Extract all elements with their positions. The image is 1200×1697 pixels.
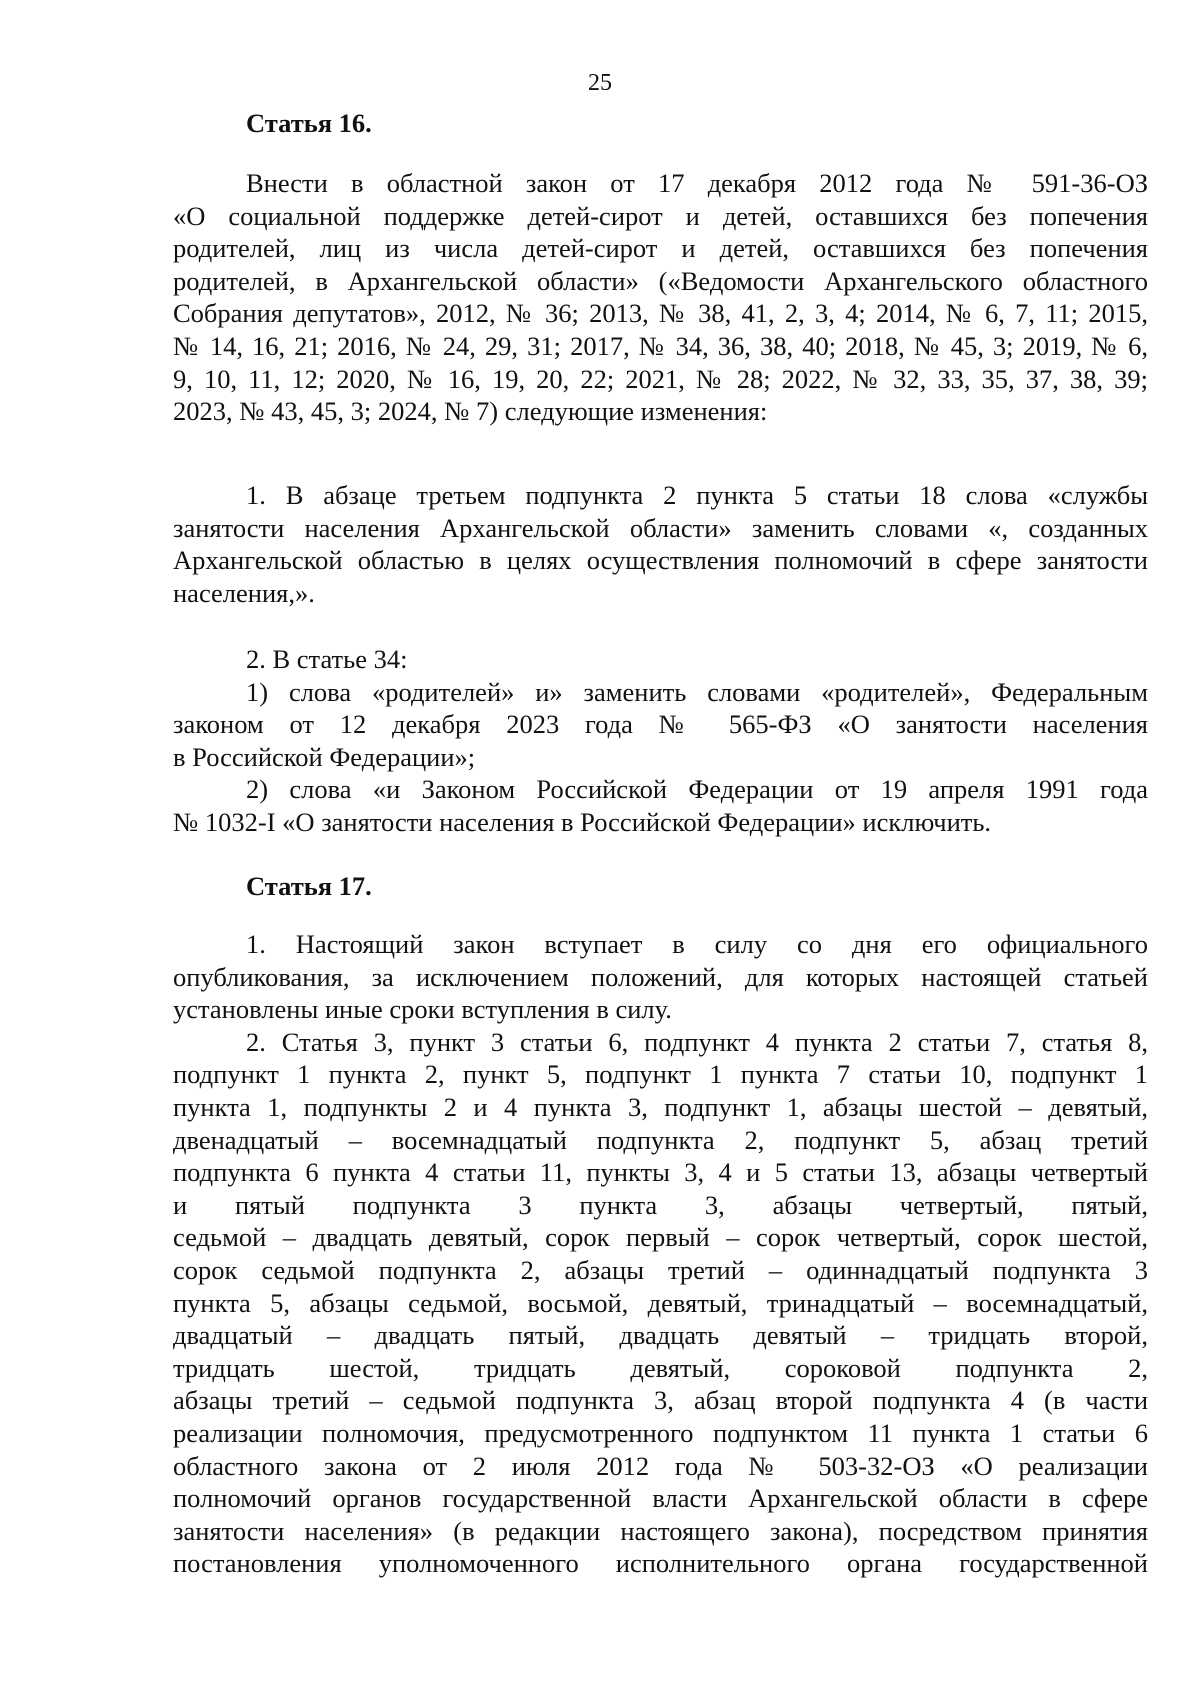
text-line: 2) слова «и Законом Российской Федерации от 19 апреля 1991 года	[246, 774, 1148, 805]
text-line: реализации полномочия, предусмотренного подпунктом 11 пункта 1 статьи 6	[173, 1417, 1148, 1448]
text-line: № 14, 16, 21; 2016, № 24, 29, 31; 2017, № 34, 36, 38, 40; 2018, № 45, 3; 2019, № 6,	[173, 330, 1148, 361]
text-line: родителей, лиц из числа детей-сирот и детей, оставшихся без попечения	[173, 233, 1148, 264]
text-line: законом от 12 декабря 2023 года № 565-ФЗ «О занятости населения	[173, 709, 1148, 740]
text-line: 1) слова «родителей» и» заменить словами «родителей», Федеральным	[246, 676, 1148, 707]
text-line: Собрания депутатов», 2012, № 36; 2013, № 38, 41, 2, 3, 4; 2014, № 6, 7, 11; 2015,	[173, 298, 1148, 329]
article-17-heading: Статья 17.	[246, 871, 372, 901]
text-line: постановления уполномоченного исполнительного органа государственной	[173, 1548, 1148, 1579]
text-line: пункта 1, подпункты 2 и 4 пункта 3, подпункт 1, абзацы шестой – девятый,	[173, 1091, 1148, 1122]
text-line: сорок седьмой подпункта 2, абзацы третий – одиннадцатый подпункта 3	[173, 1254, 1148, 1285]
text-line: населения,».	[173, 577, 315, 608]
page-number: 25	[588, 70, 612, 96]
text-line: седьмой – двадцать девятый, сорок первый – сорок четвертый, сорок шестой,	[173, 1222, 1148, 1253]
text-line: двенадцатый – восемнадцатый подпункта 2, подпункт 5, абзац третий	[173, 1124, 1148, 1155]
text-line: полномочий органов государственной власти Архангельской области в сфере	[173, 1483, 1148, 1514]
text-line: родителей, в Архангельской области» («Ведомости Архангельского областного	[173, 265, 1148, 296]
article-16-intro-paragraph	[173, 167, 1148, 428]
article-17-body	[173, 928, 1148, 1580]
text-line: занятости населения Архангельской области» заменить словами «, созданных	[173, 512, 1148, 543]
text-line: в Российской Федерации»;	[173, 741, 476, 772]
text-line: 2. Статья 3, пункт 3 статьи 6, подпункт 4 пункта 2 статьи 7, статья 8,	[246, 1026, 1148, 1057]
text-line: подпункта 6 пункта 4 статьи 11, пункты 3, 4 и 5 статьи 13, абзацы четвертый	[173, 1157, 1148, 1188]
article-16-item-2	[173, 643, 1148, 839]
text-line: и пятый подпункта 3 пункта 3, абзацы четвертый, пятый,	[173, 1189, 1148, 1220]
text-line: 9, 10, 11, 12; 2020, № 16, 19, 20, 22; 2021, № 28; 2022, № 32, 33, 35, 37, 38, 39;	[173, 363, 1148, 394]
article-16-item-1	[173, 479, 1148, 609]
text-line: абзацы третий – седьмой подпункта 3, абзац второй подпункта 4 (в части	[173, 1385, 1148, 1416]
item-2-title: 2. В статье 34:	[246, 644, 408, 674]
text-line: установлены иные сроки вступления в силу.	[173, 994, 672, 1025]
text-line: 1. В абзаце третьем подпункта 2 пункта 5 статьи 18 слова «службы	[246, 480, 1148, 510]
text-line: «О социальной поддержке детей-сирот и детей, оставшихся без попечения	[173, 200, 1148, 231]
text-line: 1. Настоящий закон вступает в силу со дня его официального	[246, 929, 1148, 959]
text-line: тридцать шестой, тридцать девятый, сороковой подпункта 2,	[173, 1352, 1148, 1383]
article-16-heading: Статья 16.	[246, 108, 372, 138]
text-line: занятости населения» (в редакции настоящего закона), посредством принятия	[173, 1515, 1148, 1546]
text-line: Внести в областной закон от 17 декабря 2012 года № 591-36-ОЗ	[246, 168, 1148, 198]
text-line: пункта 5, абзацы седьмой, восьмой, девятый, тринадцатый – восемнадцатый,	[173, 1287, 1148, 1318]
text-line: двадцатый – двадцать пятый, двадцать девятый – тридцать второй,	[173, 1320, 1148, 1351]
text-line: подпункт 1 пункта 2, пункт 5, подпункт 1 пункта 7 статьи 10, подпункт 1	[173, 1059, 1148, 1090]
text-line: № 1032-I «О занятости населения в Российской Федерации» исключить.	[173, 806, 992, 837]
text-line: 2023, № 43, 45, 3; 2024, № 7) следующие изменения:	[173, 396, 768, 427]
text-line: Архангельской областью в целях осуществления полномочий в сфере занятости	[173, 545, 1148, 576]
text-line: опубликования, за исключением положений, для которых настоящей статьей	[173, 961, 1148, 992]
text-line: областного закона от 2 июля 2012 года № 503-32-ОЗ «О реализации	[173, 1450, 1148, 1481]
